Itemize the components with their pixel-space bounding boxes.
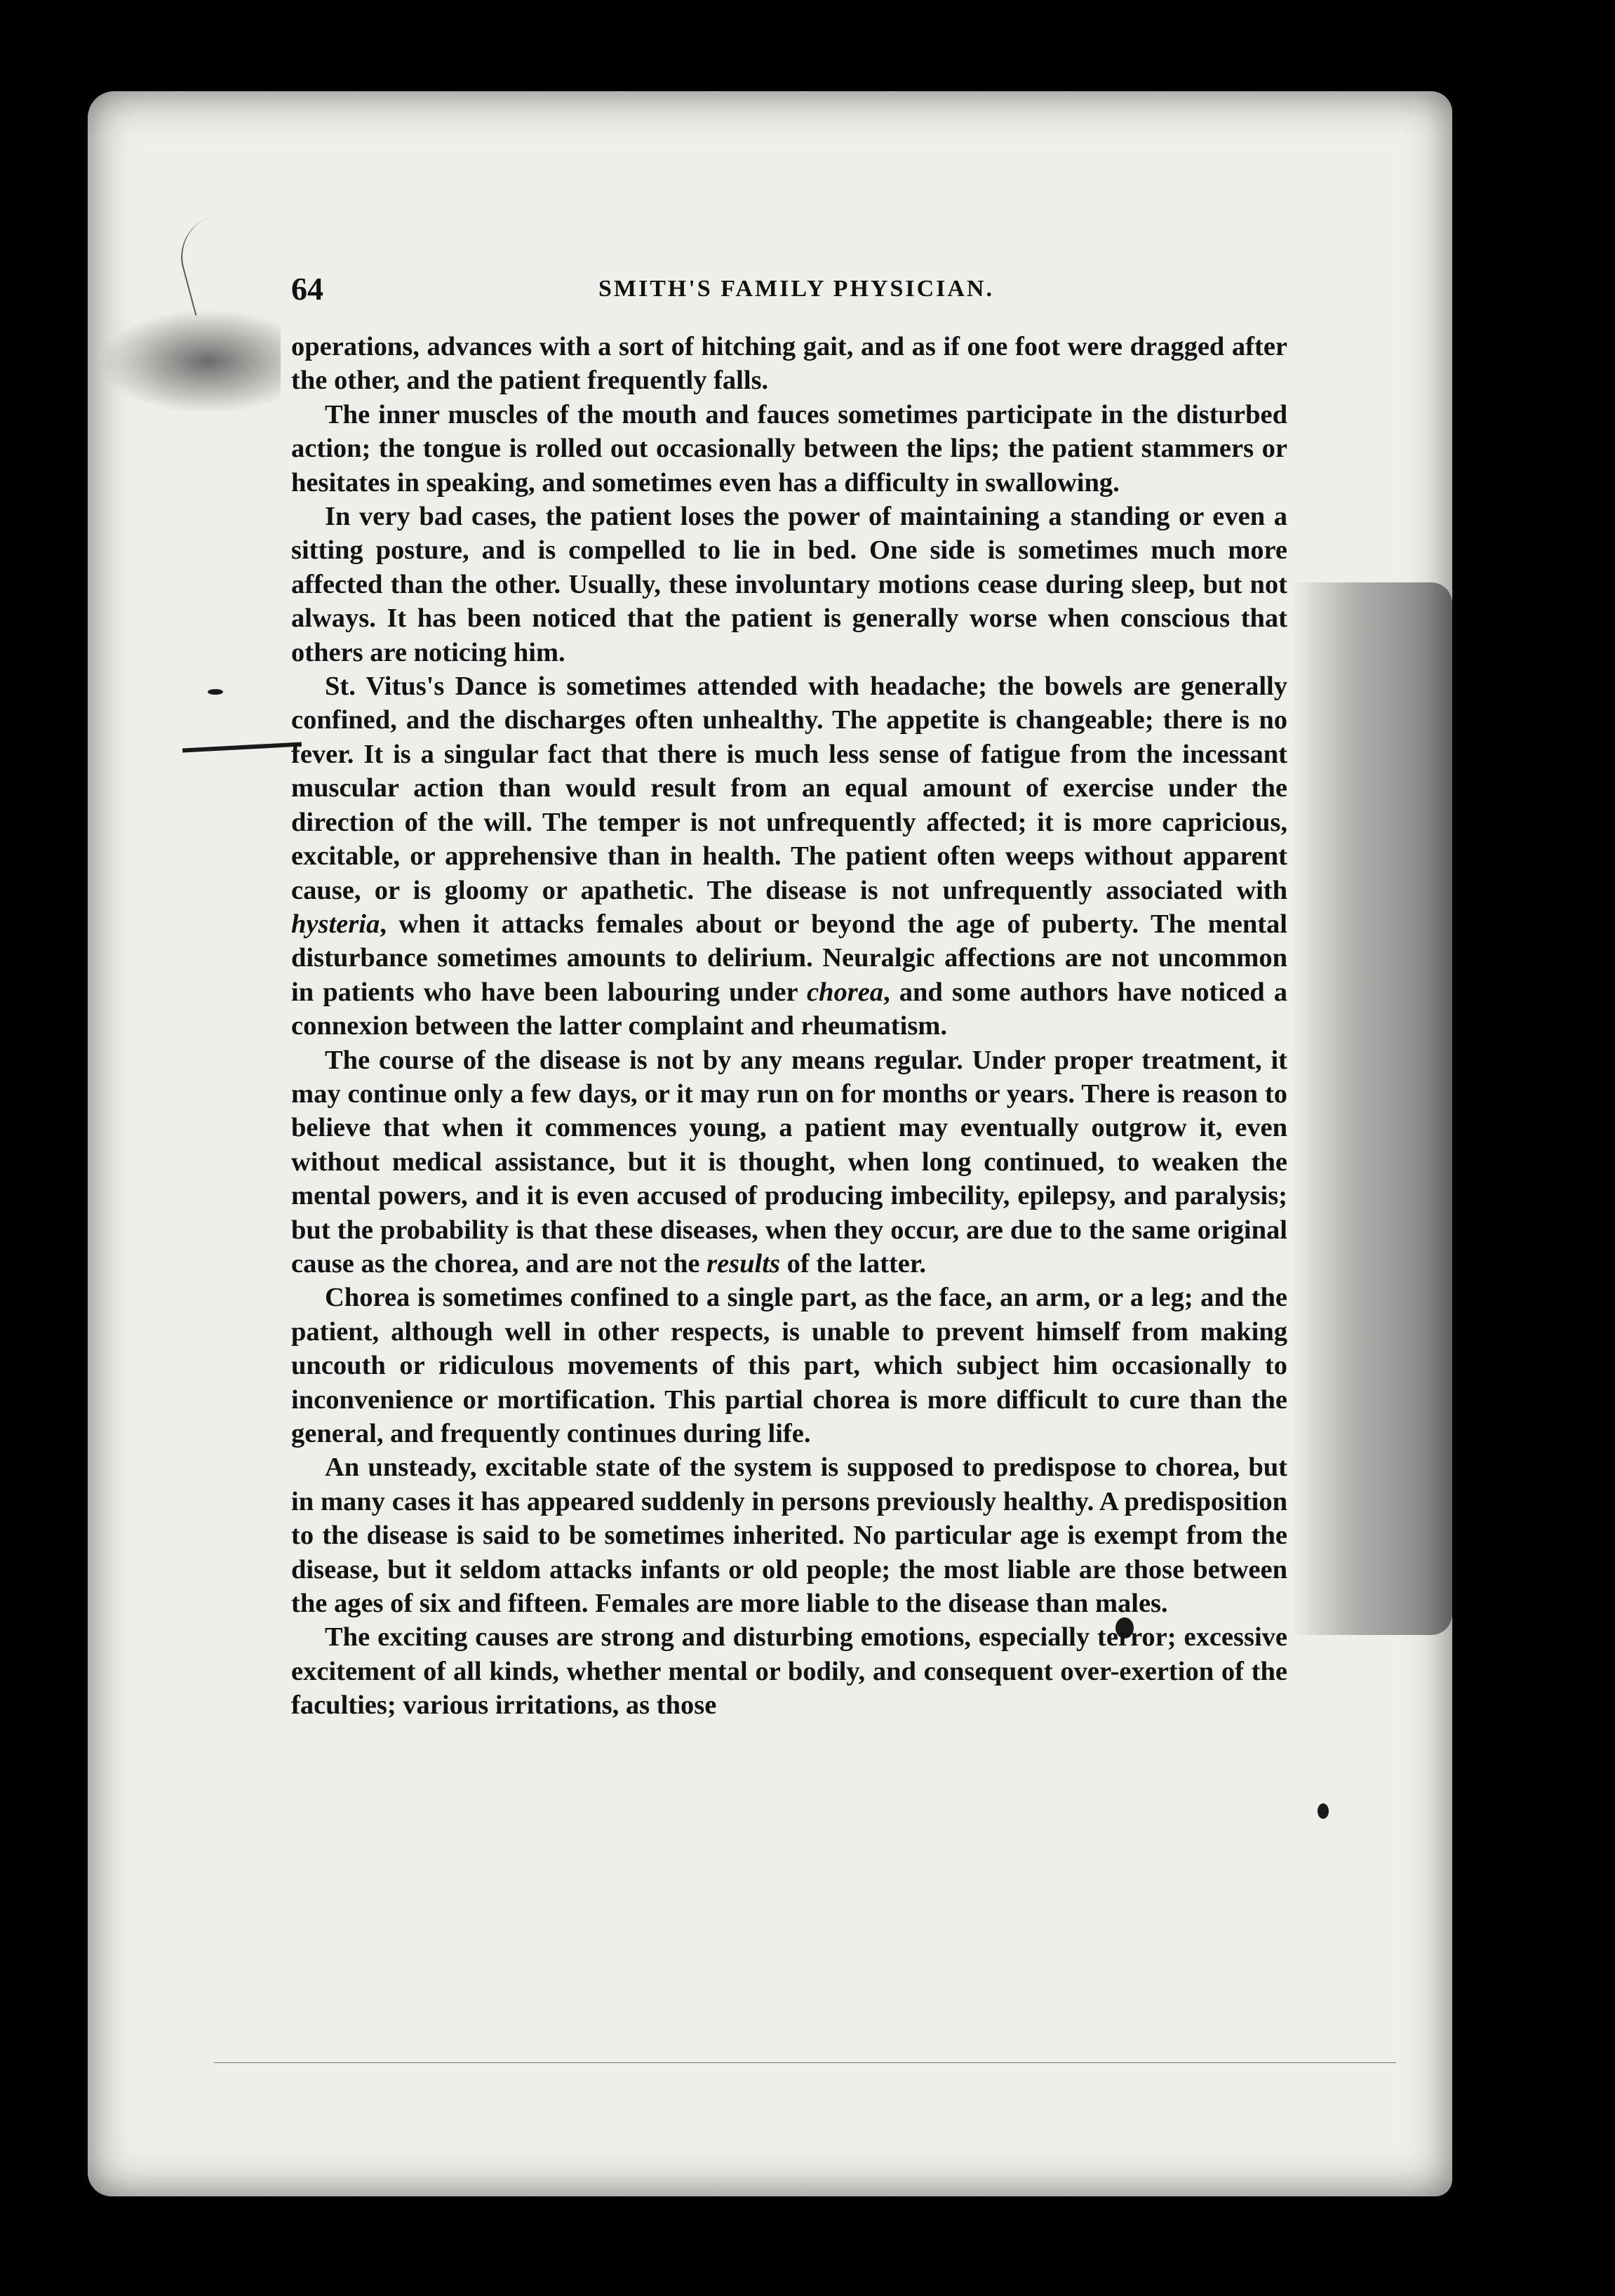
paragraph: Chorea is sometimes confined to a single part, as the face, an arm, or a leg; and the patient, although well in other respects, is unable to prevent himself from making uncouth or ridiculous movements of this part, which subject him occasionally to inconvenience or mortification. This partial chorea is more difficult to cure than the general, and frequently continues during life.: [291, 1283, 1287, 1448]
paragraph: The course of the disease is not by any means regular. Under proper treatment, it may continue only a few days, or it may run on for months or years. There is reason to believe that when it commences young, a patient may eventually outgrow it, even without medical assistance, but it is thought, when long continued, to weaken the mental powers, and it is even accused of producing imbecility, epilepsy, and paralysis; but the probability is that these diseases, when they occur, are due to the same original cause as the chorea, and are not the results of the latter.: [291, 1045, 1287, 1279]
italic-term: hysteria: [291, 909, 380, 939]
page-edge-shadow: [1291, 582, 1452, 1635]
page-number: 64: [291, 271, 323, 307]
paragraph: St. Vitus's Dance is sometimes attended with headache; the bowels are generally confined, and the discharges often unhealthy. The appetite is changeable; there is no fever. It is a singular fact that there is much less sense of fatigue from the incessant muscular action than would result from an equal amount of exercise under the direction of the will. The temper is not unfrequently affected; it is more capricious, excitable, or apprehensive than in health. The patient often weeps without apparent cause, or is gloomy or apathetic. The disease is not unfrequently associated with hysteria, when it attacks females about or beyond the age of puberty. The mental disturbance sometimes amounts to delirium. Neuralgic affections are not uncommon in patients who have been labouring under chorea, and some authors have noticed a connexion between the latter complaint and rheumatism.: [291, 672, 1287, 1041]
paragraph: In very bad cases, the patient loses the power of maintaining a standing or even a sitting posture, and is compelled to lie in bed. One side is sometimes much more affected than the other. Usually, these involuntary motions cease during sleep, but not always. It has been noticed that the patient is generally worse when conscious that others are noticing him.: [291, 502, 1287, 667]
running-head: [291, 270, 1301, 312]
bottom-rule: [214, 2062, 1396, 2063]
italic-term: results: [706, 1248, 780, 1279]
ink-spot: [1318, 1803, 1329, 1819]
paragraph: operations, advances with a sort of hitching gait, and as if one foot were dragged after the other, and the patient frequently falls.: [291, 332, 1287, 396]
paragraph: The exciting causes are strong and disturbing emotions, especially terror; excessive excitement of all kinds, whether mental or bodily, and consequent over-exertion of the faculties; various irritations, as those: [291, 1622, 1287, 1721]
body-text: [291, 330, 1287, 1723]
ink-smudge: [98, 309, 281, 414]
italic-term: chorea: [806, 977, 884, 1007]
ink-spot: [208, 689, 223, 695]
paragraph: An unsteady, excitable state of the system is supposed to predispose to chorea, but in many cases it has appeared suddenly in persons previously healthy. A predisposition to the disease is said to be sometimes inherited. No particular age is exempt from the disease, but it seldom attacks infants or old people; the most liable are those between the ages of six and fifteen. Females are more liable to the disease than males.: [291, 1453, 1287, 1619]
paragraph: The inner muscles of the mouth and fauces sometimes participate in the disturbed action; the tongue is rolled out occasionally between the lips; the patient stammers or hesitates in speaking, and sometimes even has a difficulty in swallowing.: [291, 399, 1287, 498]
running-title: SMITH'S FAMILY PHYSICIAN.: [598, 276, 994, 302]
